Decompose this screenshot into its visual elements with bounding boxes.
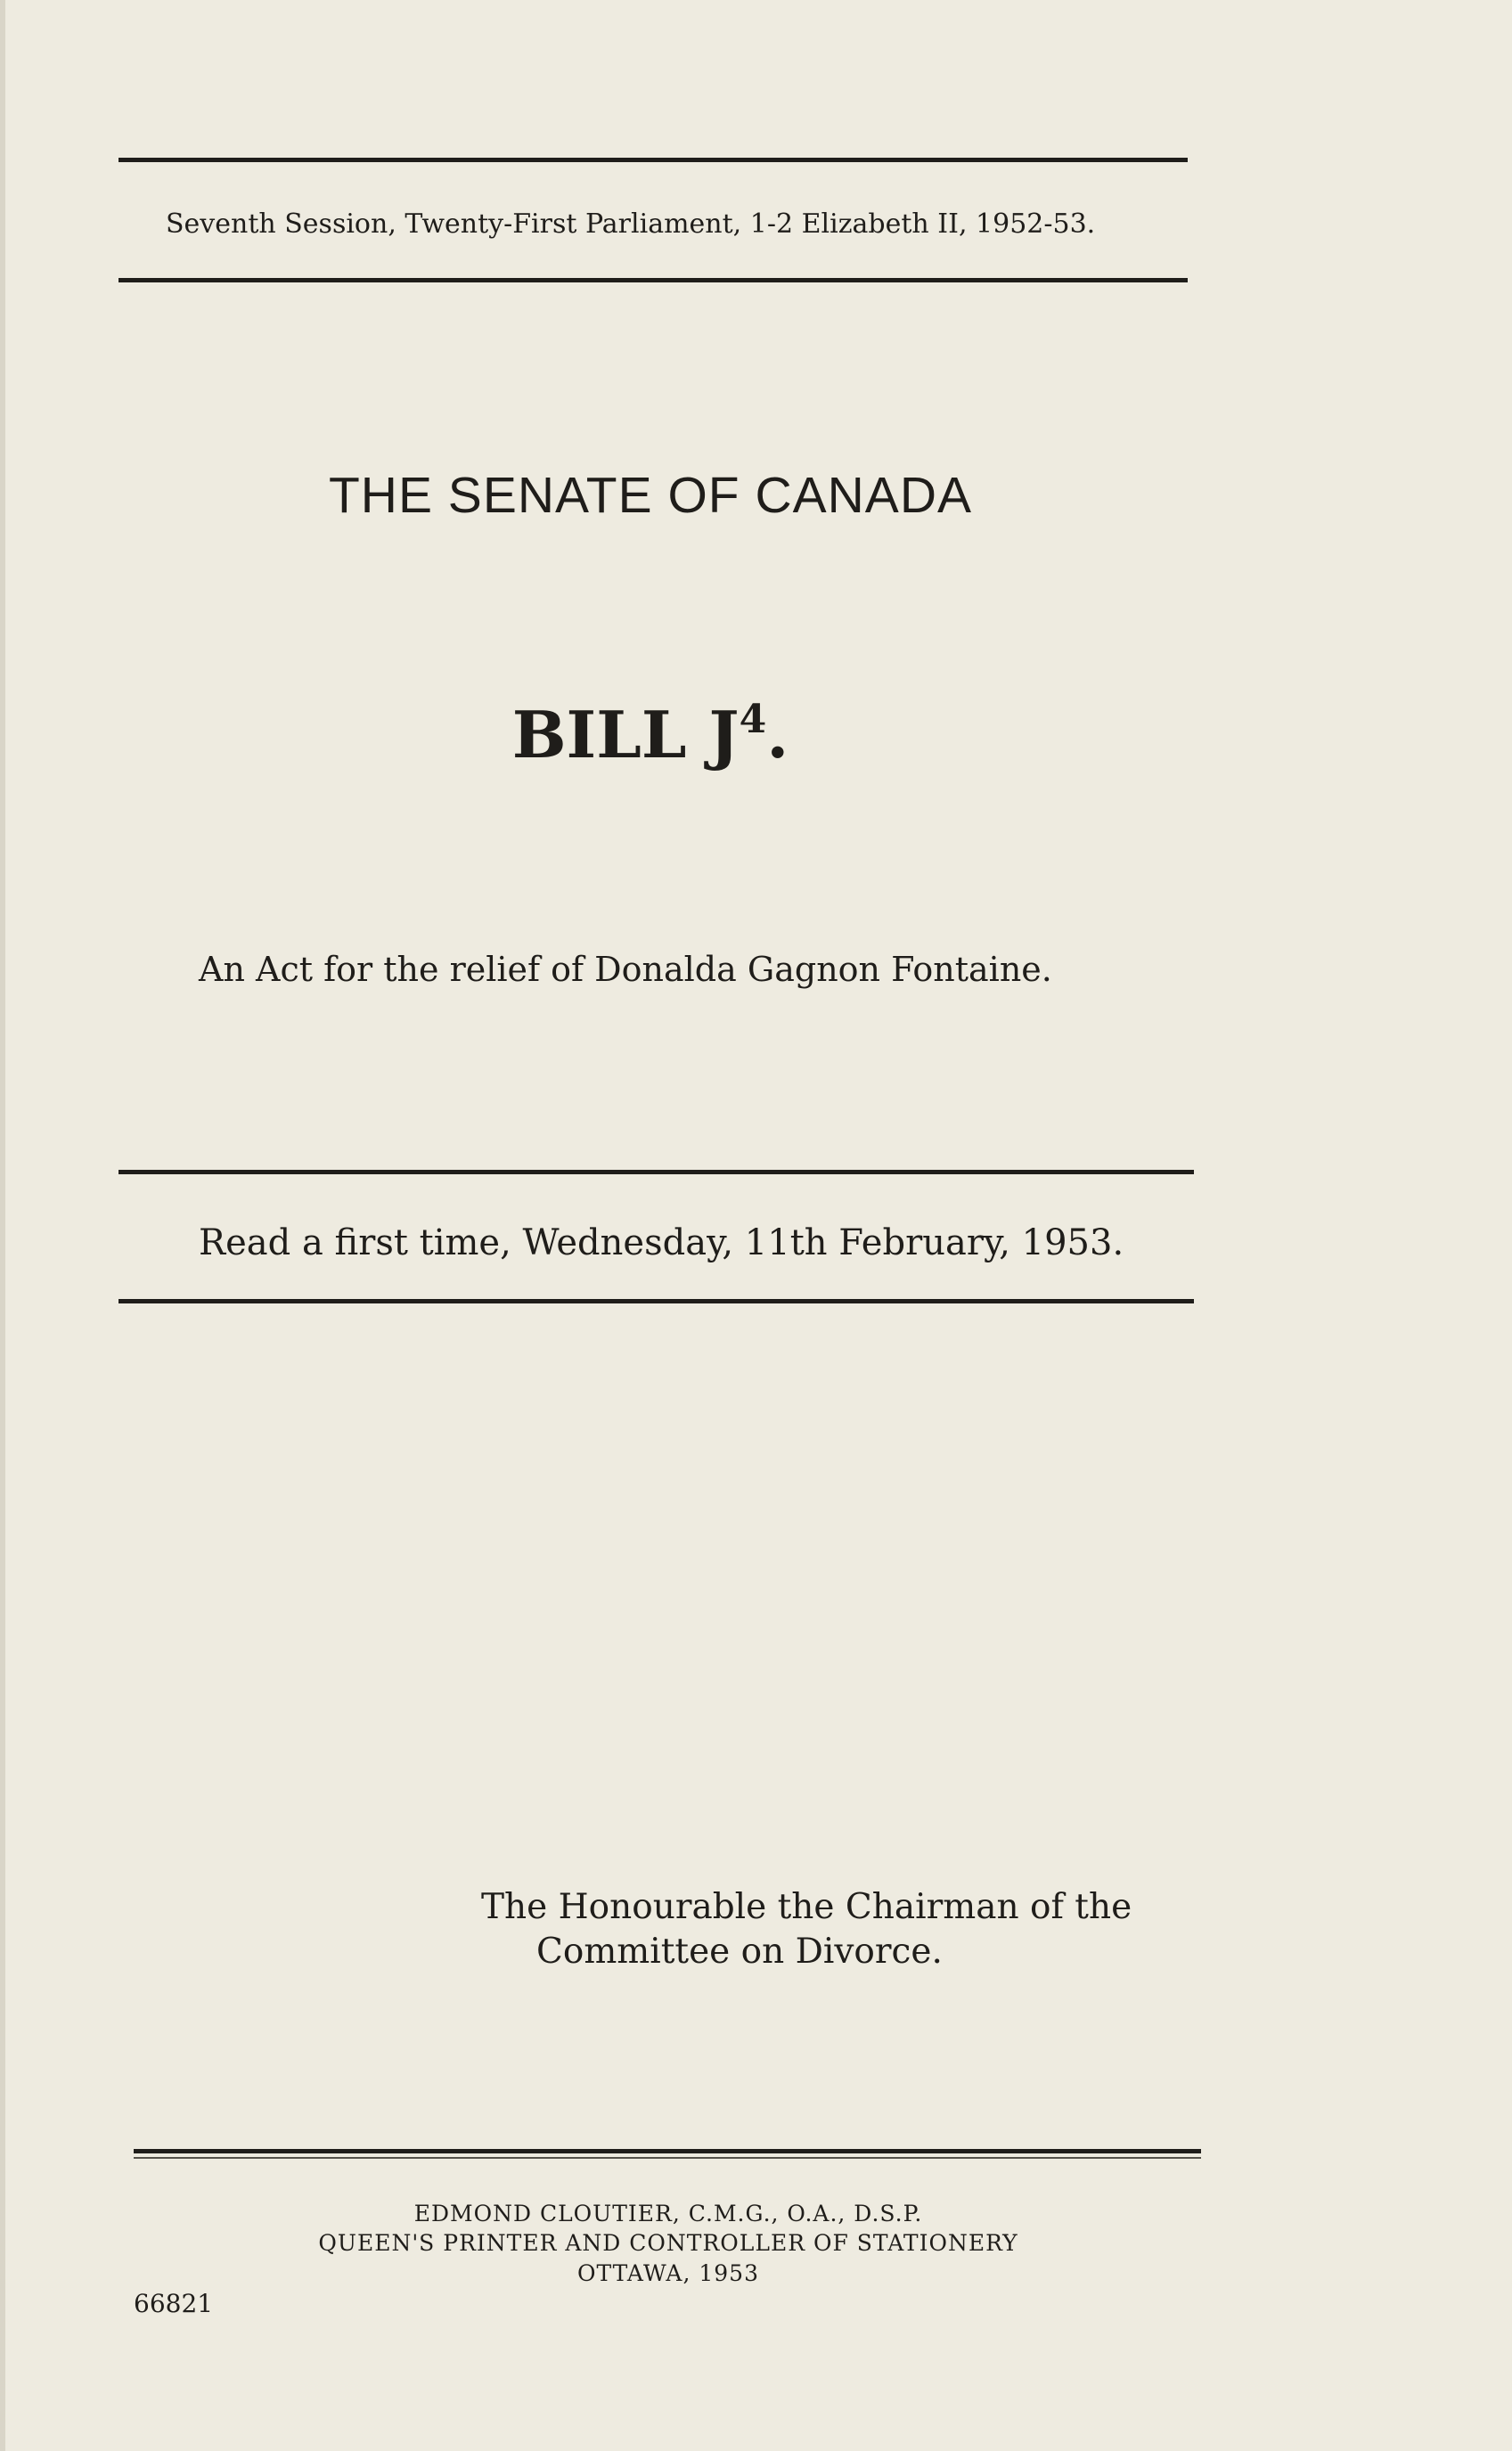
reading-top-rule	[119, 1170, 1194, 1174]
printer-name: EDMOND CLOUTIER, C.M.G., O.A., D.S.P.	[413, 2201, 923, 2226]
bill-title	[0, 697, 1301, 772]
session-line: Seventh Session, Twenty-First Parliament, 1-2 Elizabeth II, 1952-53.	[166, 208, 1096, 240]
sponsor-line-1: The Honourable the Chairman of the	[481, 1887, 1132, 1927]
sponsor-line-2: Committee on Divorce.	[536, 1932, 943, 1972]
imprint-thin-rule	[134, 2157, 1201, 2159]
printer-title: QUEEN'S PRINTER AND CONTROLLER OF STATIONERY	[318, 2230, 1018, 2256]
page-edge	[0, 0, 5, 2451]
imprint-rule	[134, 2149, 1201, 2153]
first-reading: Read a first time, Wednesday, 11th February, 1953.	[199, 1222, 1124, 1263]
printer-place-year: OTTAWA, 1953	[576, 2260, 759, 2286]
sponsor	[481, 1885, 1132, 1974]
top-rule	[119, 158, 1188, 162]
job-number: 66821	[134, 2289, 214, 2318]
bill-label: BILL J	[511, 697, 740, 772]
chamber-title: THE SENATE OF CANADA	[328, 467, 973, 524]
bill-superscript: 4	[739, 697, 767, 742]
act-title: An Act for the relief of Donalda Gagnon Fontaine.	[199, 950, 1052, 989]
bill-period: .	[766, 697, 789, 772]
reading-bottom-rule	[119, 1299, 1194, 1303]
header-bottom-rule	[119, 278, 1188, 282]
